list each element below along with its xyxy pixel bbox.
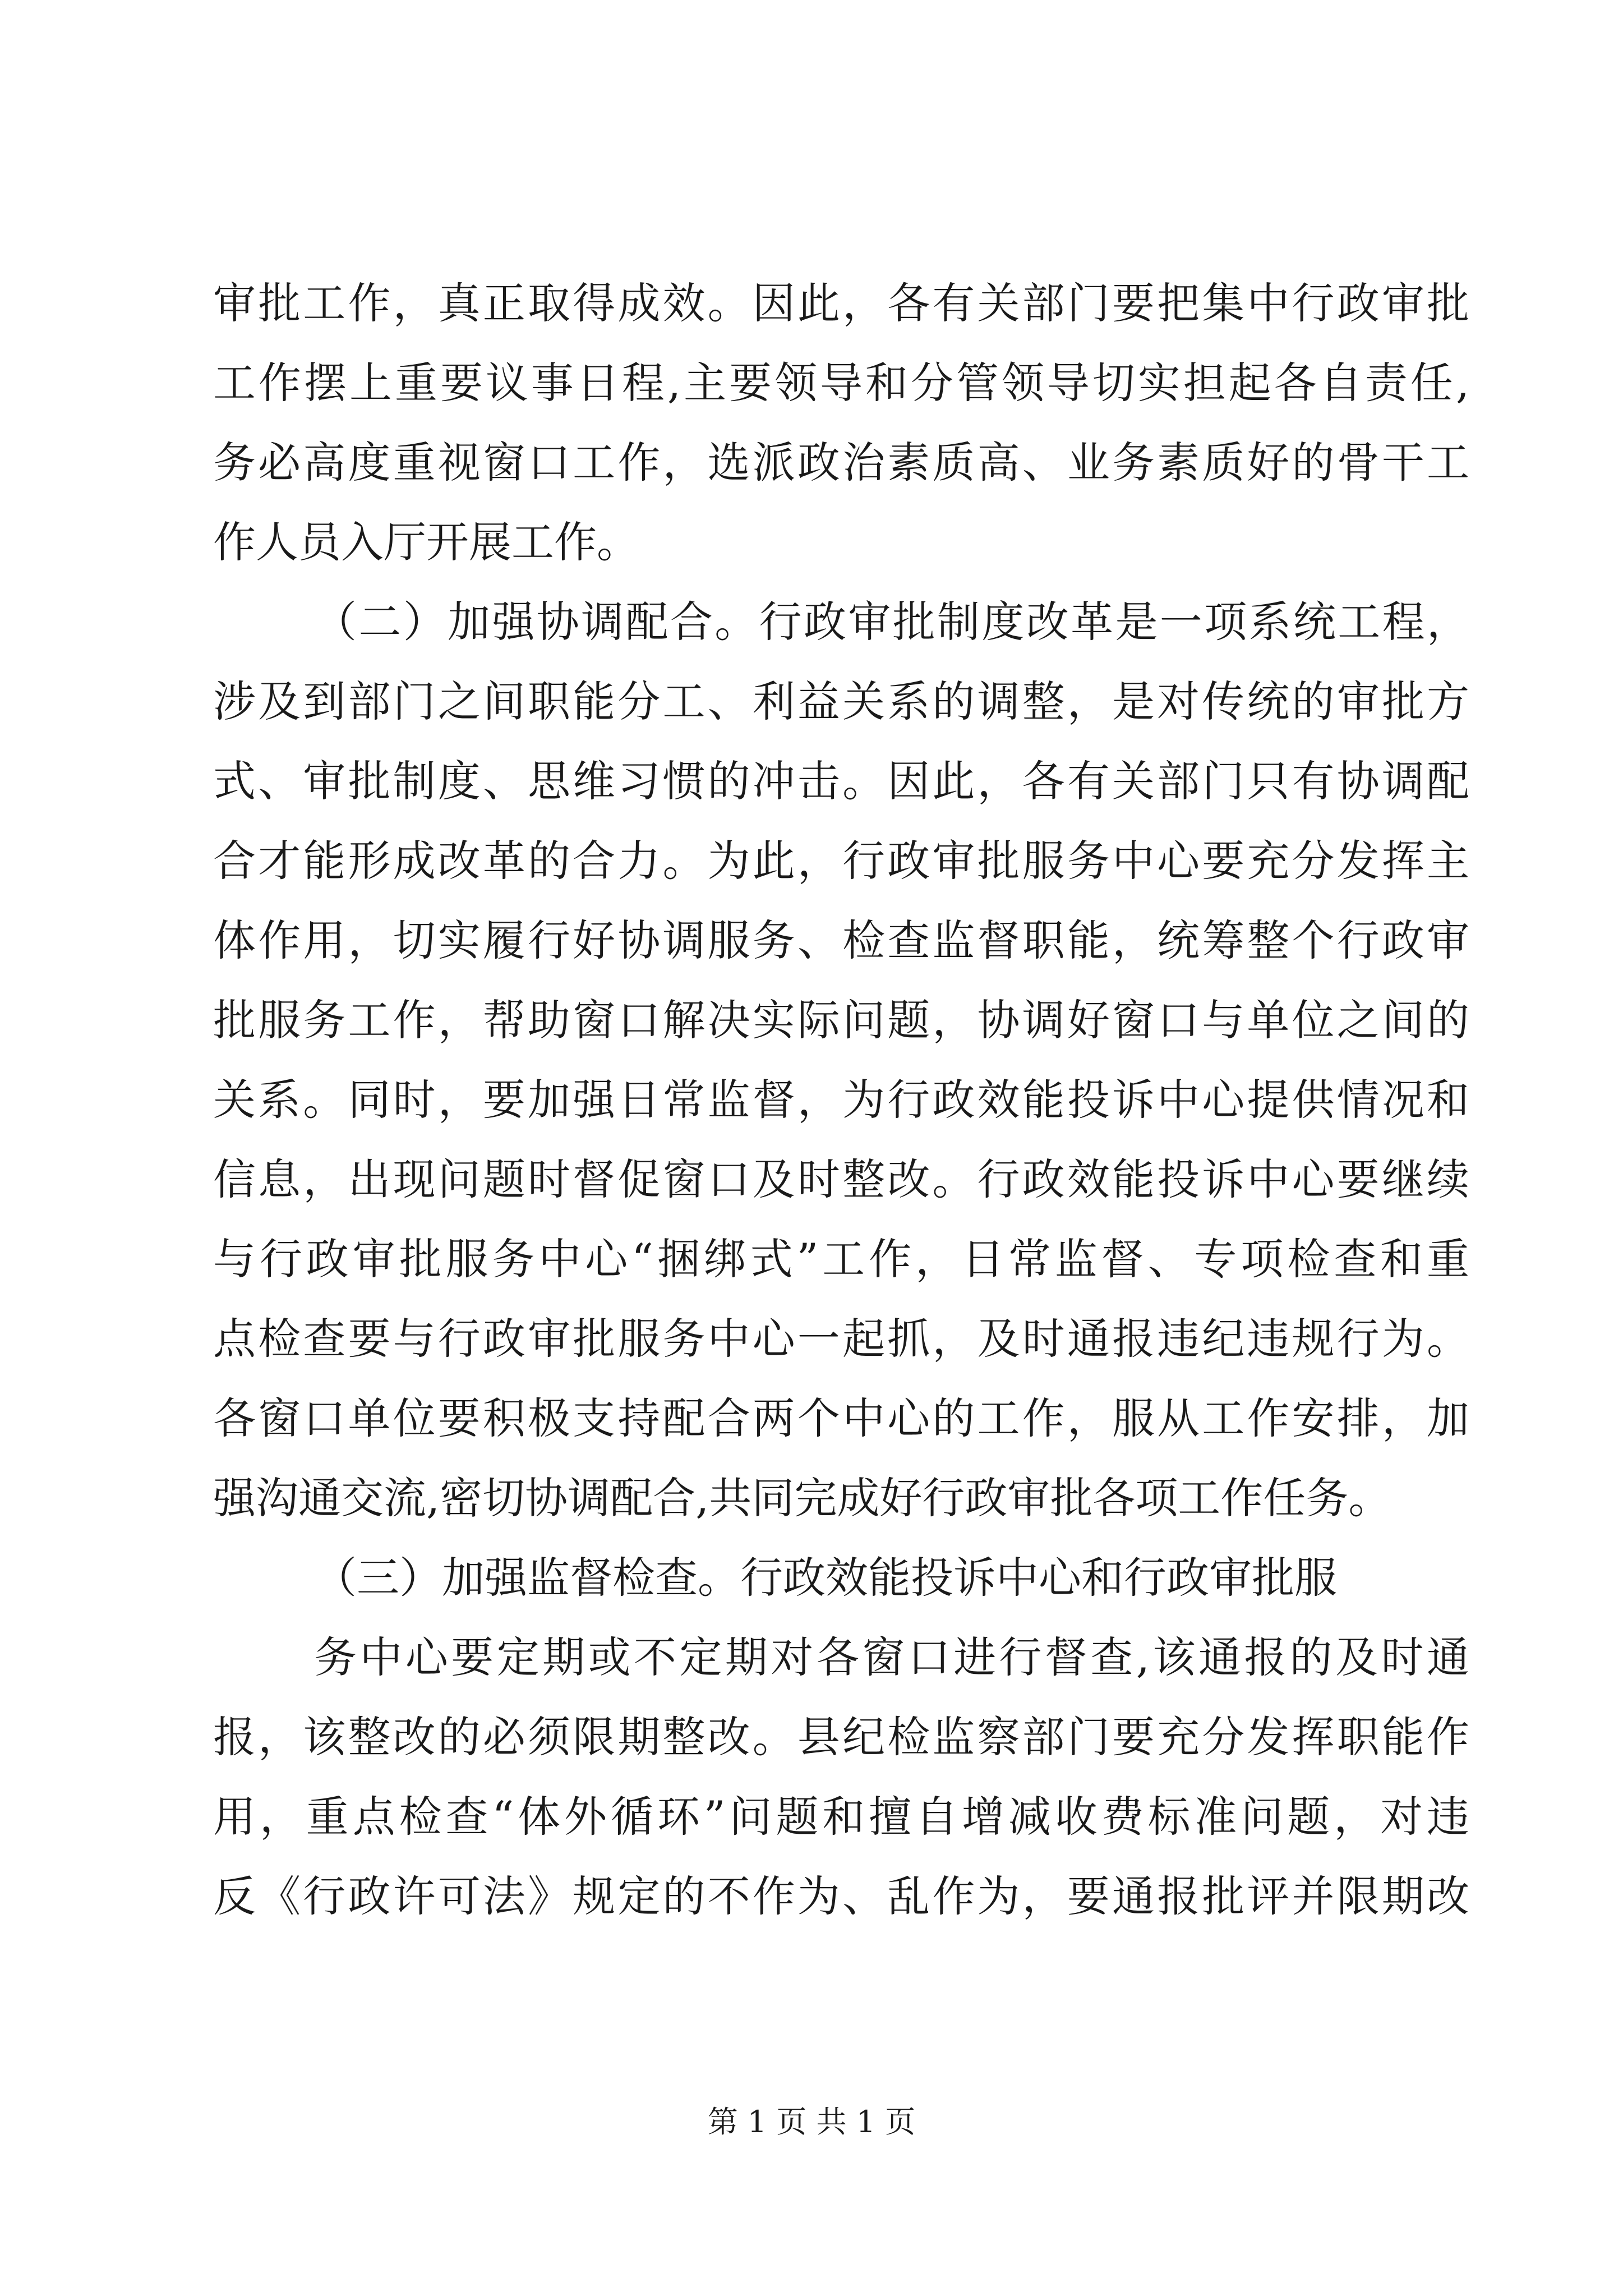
text-line: （二）加强协调配合。行政审批制度改革是一项系统工程，: [314, 597, 1469, 647]
text-line: 关系。同时，要加强日常监督，为行政效能投诉中心提供情况和: [213, 1075, 1469, 1125]
text-line: 与行政审批服务中心“捆绑式”工作，日常监督、专项检查和重: [213, 1234, 1469, 1284]
text-line: 作人员入厅开展工作。: [213, 517, 639, 567]
text-line: 涉及到部门之间职能分工、利益关系的调整，是对传统的审批方: [213, 677, 1469, 726]
text-line: 体作用，切实履行好协调服务、检查监督职能，统筹整个行政审: [213, 915, 1469, 965]
text-line: 工作摆上重要议事日程,主要领导和分管领导切实担起各自责任,: [213, 358, 1469, 408]
text-line: 报，该整改的必须限期整改。县纪检监察部门要充分发挥职能作: [213, 1712, 1469, 1762]
text-line: 合才能形成改革的合力。为此，行政审批服务中心要充分发挥主: [213, 836, 1469, 886]
text-line: （三）加强监督检查。行政效能投诉中心和行政审批服: [314, 1553, 1337, 1603]
text-line: 审批工作，真正取得成效。因此，各有关部门要把集中行政审批: [213, 278, 1469, 328]
text-line: 信息，出现问题时督促窗口及时整改。行政效能投诉中心要继续: [213, 1154, 1469, 1204]
page-footer: 第 1 页 共 1 页: [707, 2104, 916, 2139]
text-line: 各窗口单位要积极支持配合两个中心的工作，服从工作安排，加: [213, 1393, 1469, 1443]
text-line: 点检查要与行政审批服务中心一起抓，及时通报违纪违规行为。: [213, 1314, 1469, 1364]
body-text: [213, 264, 1469, 1936]
text-line: 反《行政许可法》规定的不作为、乱作为，要通报批评并限期改: [213, 1871, 1469, 1921]
text-line: 务必高度重视窗口工作，选派政治素质高、业务素质好的骨干工: [213, 438, 1469, 487]
text-line: 用，重点检查“体外循环”问题和擅自增减收费标准问题，对违: [213, 1792, 1469, 1842]
text-line: 强沟通交流,密切协调配合,共同完成好行政审批各项工作任务。: [213, 1473, 1391, 1523]
text-line: 式、审批制度、思维习惯的冲击。因此，各有关部门只有协调配: [213, 756, 1469, 806]
text-line: 务中心要定期或不定期对各窗口进行督查,该通报的及时通: [314, 1632, 1469, 1682]
text-line: 批服务工作，帮助窗口解决实际问题，协调好窗口与单位之间的: [213, 995, 1469, 1045]
